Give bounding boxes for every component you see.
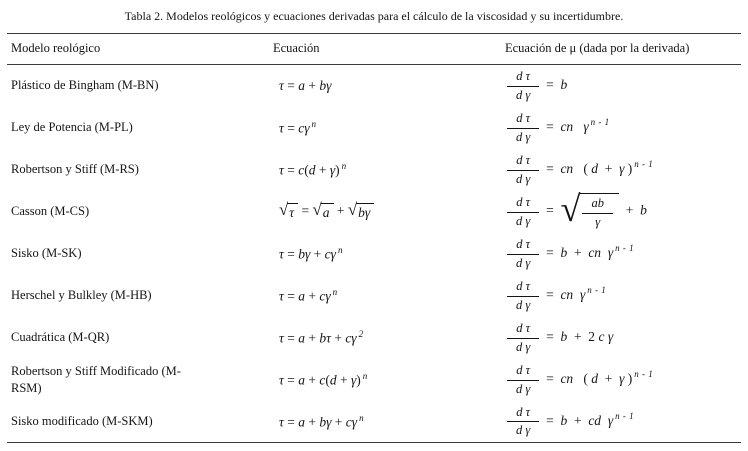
math-variable: bγ xyxy=(319,77,332,93)
math-text: = xyxy=(283,288,299,304)
math-fraction xyxy=(507,237,539,271)
model-name: Cuadrática (M-QR) xyxy=(11,330,110,345)
math-text: = xyxy=(539,76,561,92)
math-variable: b xyxy=(560,76,568,92)
math-variable: c xyxy=(319,372,326,388)
math-superscript: n xyxy=(332,286,338,297)
equation-cell xyxy=(269,107,501,149)
math-variable: γ xyxy=(607,328,614,344)
math-variable: d τ xyxy=(516,69,531,83)
math-text: + xyxy=(310,246,325,262)
math-superscript: n - 1 xyxy=(587,285,607,296)
math-variable: a xyxy=(298,414,305,429)
fraction-numerator xyxy=(507,237,539,255)
math-text: + xyxy=(567,412,589,428)
math-variable: a xyxy=(298,288,305,304)
math-variable: c xyxy=(598,328,605,344)
math-text: ( xyxy=(304,162,309,178)
fraction-denominator xyxy=(507,171,539,187)
math-variable: d xyxy=(591,370,598,386)
math-text: = xyxy=(298,202,313,218)
math-variable: d τ xyxy=(516,362,531,377)
math-text: = xyxy=(283,372,299,388)
model-cell xyxy=(7,65,269,107)
math-variable: γ xyxy=(619,370,625,386)
math-text: + xyxy=(597,160,620,176)
math-text: ) xyxy=(356,372,361,388)
math-text: = xyxy=(283,77,299,93)
model-cell xyxy=(7,275,269,317)
fraction-numerator xyxy=(507,321,539,339)
math-variable: τ xyxy=(279,162,284,178)
math-variable: d τ xyxy=(516,278,531,293)
model-cell xyxy=(7,317,269,359)
math-variable: cd xyxy=(588,412,602,428)
math-fraction xyxy=(507,195,539,229)
math-variable: d τ xyxy=(516,236,531,251)
equation-cell xyxy=(269,191,501,233)
math-variable: d xyxy=(591,160,598,176)
math-text: + xyxy=(618,202,641,218)
math-text: ( xyxy=(573,160,592,176)
math-square-root xyxy=(279,200,298,221)
math-variable: b xyxy=(560,412,568,428)
derivative-cell xyxy=(501,107,741,149)
math-variable: τ xyxy=(279,372,284,388)
derivative-cell xyxy=(501,359,741,401)
derivative-cell xyxy=(501,149,741,191)
math-text xyxy=(573,287,580,302)
radical-sign-icon: √ xyxy=(347,200,358,220)
math-variable: d γ xyxy=(516,171,531,186)
math-variable: d τ xyxy=(516,320,531,335)
math-text: ( xyxy=(325,372,330,388)
rheology-models-table xyxy=(7,33,741,443)
math-variable: c xyxy=(298,162,305,178)
derivative-cell xyxy=(501,401,741,443)
radicand xyxy=(356,203,374,221)
math-text: = xyxy=(539,118,561,134)
math-text: = xyxy=(283,330,299,346)
model-name: Herschel y Bulkley (M-HB) xyxy=(11,288,152,303)
math-variable: b xyxy=(640,202,647,218)
math-text: + xyxy=(330,330,346,346)
model-cell xyxy=(7,359,269,401)
math-text: ( xyxy=(573,370,592,386)
math-variable: a xyxy=(298,77,305,93)
math-superscript: n xyxy=(337,244,343,255)
math-variable: d τ xyxy=(516,110,531,125)
math-superscript: n - 1 xyxy=(634,369,654,380)
model-cell xyxy=(7,401,269,443)
math-variable: d γ xyxy=(516,255,531,270)
math-text: ) xyxy=(624,370,633,386)
equation-cell xyxy=(269,359,501,401)
math-variable: τ xyxy=(279,77,284,93)
math-text: ) xyxy=(624,160,633,176)
math-fraction xyxy=(507,111,539,145)
math-text: + xyxy=(315,162,330,178)
math-fraction xyxy=(507,405,539,439)
math-square-root xyxy=(312,200,333,221)
math-variable: d τ xyxy=(516,152,531,167)
radicand xyxy=(321,203,334,221)
model-name: Robertson y Stiff (M-RS) xyxy=(11,162,139,177)
math-variable: d γ xyxy=(516,213,531,228)
math-variable: γ xyxy=(350,372,357,388)
fraction-numerator xyxy=(507,69,539,87)
equation-cell xyxy=(269,317,501,359)
math-variable: d γ xyxy=(516,87,531,102)
column-header-modelo-reologico: Modelo reológico xyxy=(7,34,269,65)
math-text: + 2 xyxy=(567,328,599,344)
math-fraction xyxy=(507,153,539,187)
model-cell xyxy=(7,191,269,233)
math-variable: d γ xyxy=(516,297,531,312)
model-name: Casson (M-CS) xyxy=(11,204,90,219)
fraction-denominator xyxy=(507,422,539,438)
math-variable: cγ xyxy=(345,330,357,346)
model-name: Sisko (M-SK) xyxy=(11,246,82,261)
column-header-ecuacion-derivada: Ecuación de μ (dada por la derivada) xyxy=(501,34,741,65)
fraction-denominator xyxy=(582,214,613,230)
math-text xyxy=(601,412,608,427)
table-body xyxy=(7,65,741,443)
fraction-numerator xyxy=(507,195,539,213)
math-variable: cn xyxy=(560,286,574,302)
math-variable: cn xyxy=(560,118,574,134)
math-variable: γ xyxy=(607,244,614,260)
math-text: + xyxy=(304,372,320,388)
math-text: = xyxy=(283,120,299,136)
math-superscript: n - 1 xyxy=(634,159,654,170)
fraction-numerator xyxy=(507,153,539,171)
math-superscript: n xyxy=(362,370,368,381)
math-variable: a xyxy=(298,372,305,388)
equation-cell xyxy=(269,65,501,107)
derivative-cell xyxy=(501,317,741,359)
math-variable: bγ xyxy=(298,246,311,262)
math-text: + xyxy=(304,330,320,346)
math-variable: d xyxy=(308,162,316,178)
equation-cell xyxy=(269,401,501,443)
table-row xyxy=(7,401,741,443)
math-variable: bγ xyxy=(319,414,332,429)
math-superscript: n - 1 xyxy=(615,243,635,254)
fraction-denominator xyxy=(507,87,539,103)
math-variable: ab xyxy=(591,196,604,211)
math-text: = xyxy=(539,370,561,386)
table-row xyxy=(7,317,741,359)
math-text: = xyxy=(539,160,561,176)
math-variable: γ xyxy=(595,215,601,229)
math-text: + xyxy=(597,370,620,386)
math-text: + xyxy=(333,202,348,218)
math-text: ) xyxy=(335,162,340,178)
math-variable: b xyxy=(560,328,568,344)
table-row xyxy=(7,233,741,275)
math-variable: γ xyxy=(579,286,586,302)
math-variable: γ xyxy=(619,160,625,176)
math-variable: cn xyxy=(588,244,602,260)
fraction-denominator xyxy=(507,255,539,271)
math-fraction xyxy=(507,69,539,103)
math-square-root xyxy=(560,189,619,230)
column-header-ecuacion: Ecuación xyxy=(269,34,501,65)
math-variable: τ xyxy=(279,246,284,262)
derivative-cell xyxy=(501,191,741,233)
math-superscript: n - 1 xyxy=(615,410,635,421)
math-variable: d τ xyxy=(516,404,531,419)
math-variable: cγ xyxy=(324,246,336,262)
math-fraction xyxy=(582,196,613,230)
math-text: + xyxy=(331,414,346,429)
math-superscript: 2 xyxy=(358,328,364,339)
radicand xyxy=(287,203,298,221)
math-variable: d γ xyxy=(516,423,531,438)
math-variable: d γ xyxy=(516,339,531,354)
math-text: = xyxy=(539,286,561,302)
fraction-denominator xyxy=(507,381,539,397)
fraction-numerator xyxy=(582,196,613,214)
math-text: = xyxy=(539,202,561,218)
math-variable: cγ xyxy=(298,120,310,136)
math-variable: a xyxy=(298,330,305,346)
fraction-denominator xyxy=(507,213,539,229)
math-variable: d xyxy=(329,372,337,388)
model-name: Ley de Potencia (M-PL) xyxy=(11,120,133,135)
equation-cell xyxy=(269,275,501,317)
fraction-denominator xyxy=(507,297,539,313)
model-name: Robertson y Stiff Modificado (M-RSM) xyxy=(11,363,181,395)
math-variable: γ xyxy=(583,118,589,134)
math-variable: cn xyxy=(560,370,574,386)
math-variable: a xyxy=(322,204,330,220)
header-row xyxy=(7,34,741,65)
fraction-denominator xyxy=(507,129,539,145)
fraction-numerator xyxy=(507,111,539,129)
math-fraction xyxy=(507,363,539,397)
math-variable: d τ xyxy=(516,194,531,209)
equation-cell xyxy=(269,233,501,275)
math-variable: τ xyxy=(279,414,284,429)
math-variable: cγ xyxy=(345,414,358,429)
math-text: = xyxy=(539,412,561,428)
math-text: + xyxy=(304,77,320,93)
model-cell xyxy=(7,149,269,191)
math-text: + xyxy=(304,414,320,429)
table-row xyxy=(7,149,741,191)
math-text: = xyxy=(283,246,299,262)
math-text: = xyxy=(539,244,561,260)
derivative-cell xyxy=(501,65,741,107)
radical-sign-icon: √ xyxy=(560,189,581,230)
math-square-root xyxy=(347,200,374,221)
math-text: + xyxy=(304,288,320,304)
derivative-cell xyxy=(501,275,741,317)
math-variable: γ xyxy=(329,162,336,178)
math-variable: bτ xyxy=(319,330,331,346)
math-fraction xyxy=(507,321,539,355)
math-variable: d γ xyxy=(516,129,531,144)
math-variable: γ xyxy=(607,412,614,428)
fraction-denominator xyxy=(507,339,539,355)
math-text xyxy=(601,245,608,260)
math-text: + xyxy=(336,372,351,388)
table-row xyxy=(7,359,741,401)
model-cell xyxy=(7,107,269,149)
table-row xyxy=(7,107,741,149)
math-variable: cγ xyxy=(319,288,331,304)
model-name: Plástico de Bingham (M-BN) xyxy=(11,78,159,93)
math-text xyxy=(573,119,583,134)
math-variable: τ xyxy=(279,330,284,346)
fraction-numerator xyxy=(507,363,539,381)
math-variable: τ xyxy=(279,120,284,136)
math-text: = xyxy=(283,414,299,429)
model-cell xyxy=(7,233,269,275)
table-caption: Tabla 2. Modelos reológicos y ecuaciones derivadas para el cálculo de la viscosidad y su incertidumbre. xyxy=(124,9,624,23)
math-variable: cn xyxy=(560,160,574,176)
table-row xyxy=(7,191,741,233)
fraction-numerator xyxy=(507,405,539,423)
math-variable: τ xyxy=(289,204,295,220)
fraction-numerator xyxy=(507,279,539,297)
math-fraction xyxy=(507,279,539,313)
math-variable: b xyxy=(560,244,568,260)
math-superscript: n xyxy=(341,160,347,171)
table-row xyxy=(7,65,741,107)
math-variable: d γ xyxy=(516,381,531,396)
table-row xyxy=(7,275,741,317)
math-text: = xyxy=(283,162,299,178)
model-name: Sisko modificado (M-SKM) xyxy=(11,413,153,428)
math-superscript: n - 1 xyxy=(590,117,610,128)
math-text: + xyxy=(567,244,589,260)
math-superscript: n xyxy=(311,118,317,129)
math-variable: τ xyxy=(279,288,284,304)
math-superscript: n xyxy=(359,412,365,423)
radicand xyxy=(579,193,619,230)
math-text: = xyxy=(539,328,561,344)
derivative-cell xyxy=(501,233,741,275)
radical-sign-icon: √ xyxy=(279,200,289,220)
radical-sign-icon: √ xyxy=(312,200,322,220)
equation-cell xyxy=(269,149,501,191)
math-variable: bγ xyxy=(358,204,371,220)
